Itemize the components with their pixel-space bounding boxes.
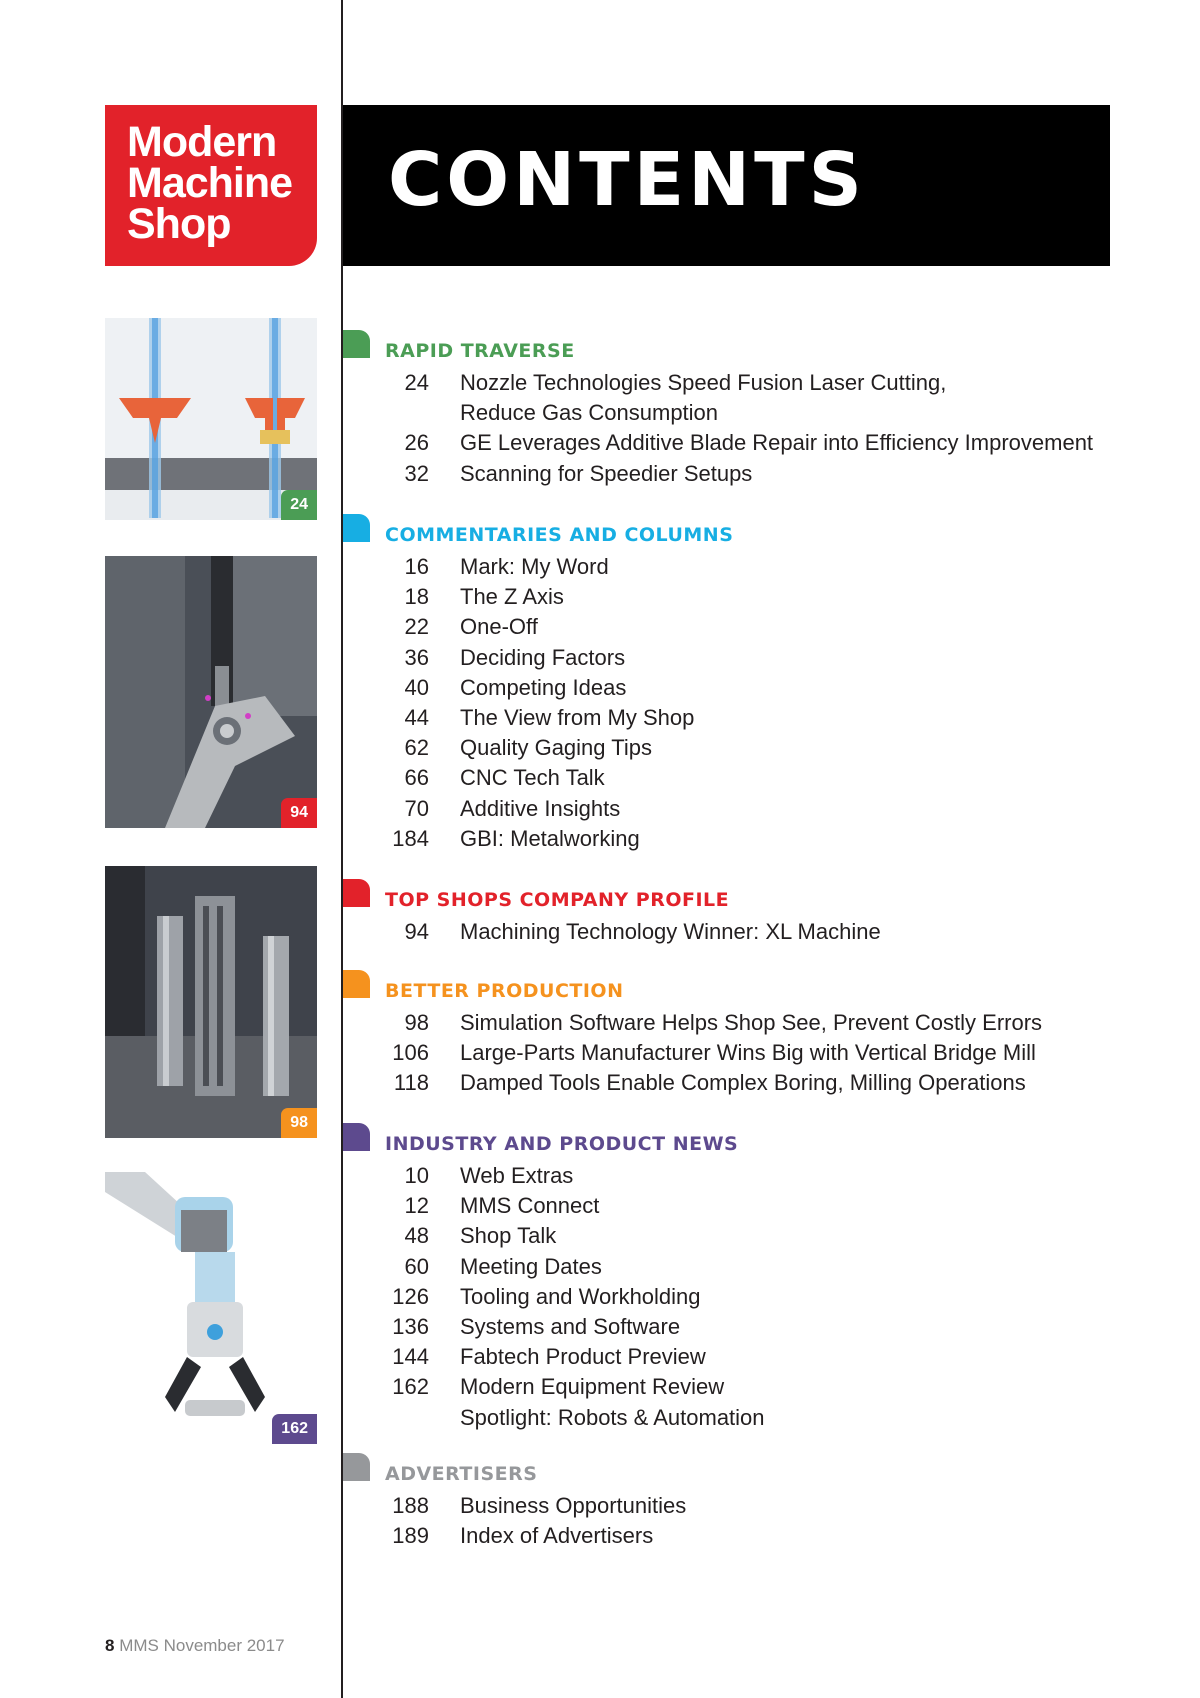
section-color-tab [343,970,370,998]
article-title: Machining Technology Winner: XL Machine [460,919,881,944]
article-title: Deciding Factors [460,644,626,670]
article-title: Tooling and Workholding [460,1283,701,1309]
logo-line-2: Machine [127,159,293,207]
page-number: 18 [404,584,429,610]
toc-entry[interactable] [343,733,1143,763]
toc-entry-continuation[interactable] [343,1403,1143,1433]
article-title: One-Off [460,614,538,640]
robot-gripper-illustration [105,1172,317,1444]
page-number: 144 [392,1344,429,1370]
toc-entry[interactable] [343,368,1143,398]
logo-line-3: Shop [127,200,231,248]
section-heading: TOP SHOPS COMPANY PROFILE [385,889,730,911]
article-title: Competing Ideas [460,674,627,700]
toc-entry[interactable] [343,1038,1143,1068]
section-heading: ADVERTISERS [385,1463,538,1485]
toc-entry[interactable] [343,1068,1143,1098]
thumbnail-badge: 94 [281,798,317,828]
page-number: 10 [404,1163,429,1188]
page-number: 94 [404,919,429,944]
page-footer [105,1636,285,1656]
section-heading: RAPID TRAVERSE [385,340,575,362]
article-title: Mark: My Word [460,554,609,579]
article-title: Shop Talk [460,1223,557,1249]
toc-entry[interactable] [343,552,1143,582]
article-title: Meeting Dates [460,1253,602,1279]
toc-entry[interactable] [343,643,1143,673]
article-title: Damped Tools Enable Complex Boring, Milling Operations [460,1070,1026,1096]
magazine-logo [105,105,317,266]
article-title: GE Leverages Additive Blade Repair into Efficiency Improvement [460,430,1094,456]
section-items [343,1161,1143,1433]
article-title: Modern Equipment Review [460,1374,725,1400]
article-title: Fabtech Product Preview [460,1344,706,1370]
section-items [343,552,1143,854]
page-number: 70 [404,795,429,821]
article-title: Business Opportunities [460,1493,687,1518]
thumbnail-probe [105,556,317,828]
thumbnail-badge: 162 [272,1414,317,1444]
thumbnail-badge: 24 [281,490,317,520]
section-items [343,368,1143,489]
page-number: 16 [404,554,429,579]
page-title: CONTENTS [388,137,866,223]
article-title: Web Extras [460,1163,574,1188]
page-number: 188 [392,1493,429,1518]
article-title: Nozzle Technologies Speed Fusion Laser Cutting, [460,370,947,395]
logo-line-1: Modern [127,118,277,166]
article-title: Additive Insights [460,795,621,821]
article-title: Simulation Software Helps Shop See, Prevent Costly Errors [460,1010,1043,1035]
thumbnail-badge: 98 [281,1108,317,1138]
page-number: 126 [392,1283,429,1309]
section-heading: BETTER PRODUCTION [385,980,624,1002]
toc-entry[interactable] [343,1008,1143,1038]
toc-entry[interactable] [343,1521,1143,1551]
toc-entry[interactable] [343,459,1143,489]
toc-entry[interactable] [343,1372,1143,1402]
toc-entry[interactable] [343,1191,1143,1221]
page-number: 24 [404,370,429,395]
section-color-tab [343,330,370,358]
article-title: Systems and Software [460,1313,681,1339]
page-number: 184 [392,825,429,851]
toc-entry[interactable] [343,582,1143,612]
toc-entry[interactable] [343,794,1143,824]
section-color-tab [343,514,370,542]
page-number: 189 [392,1523,429,1549]
machined-shafts-illustration [105,866,317,1138]
article-title: Reduce Gas Consumption [460,400,719,426]
section-color-tab [343,1123,370,1151]
section-color-tab [343,1453,370,1481]
article-title: GBI: Metalworking [460,825,640,851]
toc-entry[interactable] [343,1312,1143,1342]
toc-entry[interactable] [343,1282,1143,1312]
thumbnail-laser-nozzles [105,318,317,520]
toc-entry[interactable] [343,824,1143,854]
page-number: 118 [393,1070,429,1096]
article-title: Index of Advertisers [460,1523,654,1549]
page-number: 136 [392,1313,429,1339]
toc-entry[interactable] [343,612,1143,642]
toc-entry[interactable] [343,1491,1143,1521]
page-number: 60 [404,1253,429,1279]
toc-entry[interactable] [343,673,1143,703]
page-number: 22 [404,614,429,640]
article-title: Large-Parts Manufacturer Wins Big with Vertical Bridge Mill [460,1040,1036,1066]
page-number: 48 [404,1223,429,1249]
thumbnail-shafts [105,866,317,1138]
page-number: 66 [404,765,429,791]
page-number: 26 [404,430,429,456]
section-heading: INDUSTRY AND PRODUCT NEWS [385,1133,739,1155]
toc-entry[interactable] [343,917,1143,947]
page-number: 98 [404,1010,429,1035]
article-title: The Z Axis [460,584,564,610]
page-number: 32 [404,460,429,486]
toc-entry[interactable] [343,763,1143,793]
article-title: MMS Connect [460,1193,600,1219]
page-number: 44 [404,704,429,730]
probe-photo-illustration [105,556,317,828]
article-title: The View from My Shop [460,704,695,730]
article-title: Quality Gaging Tips [460,735,652,761]
toc-entry-continuation[interactable] [343,398,1143,428]
page-number: 106 [392,1040,429,1066]
footer-page-number: 8 [105,1636,115,1655]
page-number: 40 [404,674,429,700]
footer-issue: MMS November 2017 [119,1636,285,1655]
toc-entry[interactable] [343,428,1143,458]
section-items [343,917,1143,947]
toc-entry[interactable] [343,1161,1143,1191]
section-color-tab [343,879,370,907]
toc-entry[interactable] [343,1221,1143,1251]
toc-entry[interactable] [343,703,1143,733]
contents-banner [343,105,1110,266]
section-heading: COMMENTARIES AND COLUMNS [385,524,734,546]
section-items [343,1491,1143,1551]
article-title: CNC Tech Talk [460,765,605,791]
page-number: 62 [404,735,429,761]
page-number: 36 [404,644,429,670]
toc-entry[interactable] [343,1342,1143,1372]
toc-entry[interactable] [343,1252,1143,1282]
article-title: Spotlight: Robots & Automation [460,1404,765,1430]
section-items [343,1008,1143,1099]
page-number: 12 [404,1193,429,1219]
thumbnail-robot-gripper [105,1172,317,1444]
article-title: Scanning for Speedier Setups [460,460,753,486]
page-number: 162 [392,1374,429,1400]
